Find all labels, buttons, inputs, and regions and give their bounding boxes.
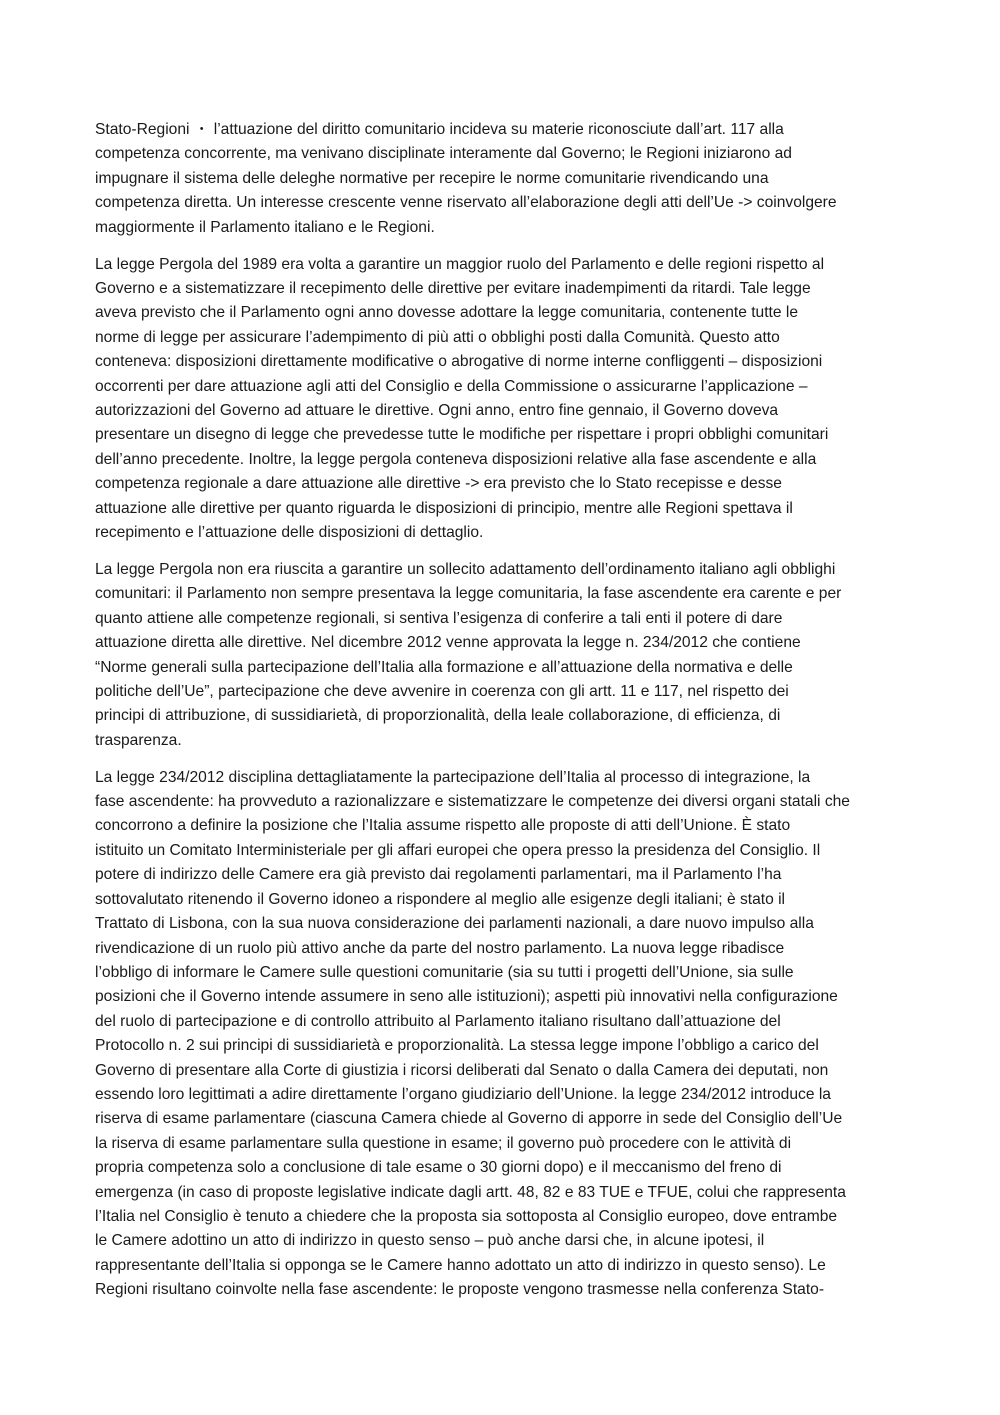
text-line: Protocollo n. 2 sui principi di sussidiarietà e proporzionalità. La stessa legge impone l’obbligo a carico del bbox=[95, 1037, 819, 1055]
text-line: posizioni che il Governo intende assumere in seno alle istituzioni); aspetti più innovativi nella configurazione bbox=[95, 988, 838, 1006]
text-line: l’obbligo di informare le Camere sulle questioni comunitarie (sia su tutti i progetti dell’Unione, sia sulle bbox=[95, 963, 794, 981]
paragraph bbox=[95, 558, 907, 753]
text-line: rappresentante dell’Italia si opponga se le Camere hanno adottato un atto di indirizzo in questo senso). Le bbox=[95, 1256, 826, 1274]
text-line: del ruolo di partecipazione e di controllo attribuito al Parlamento italiano risultano dall’attuazione del bbox=[95, 1012, 781, 1030]
text-line: propria competenza solo a conclusione di tale esame o 30 giorni dopo) e il meccanismo del freno di bbox=[95, 1159, 782, 1177]
text-line: politiche dell’Ue”, partecipazione che deve avvenire in coerenza con gli artt. 11 e 117, nel rispetto dei bbox=[95, 682, 789, 700]
text-line: autorizzazioni del Governo ad attuare le direttive. Ogni anno, entro fine gennaio, il Governo doveva bbox=[95, 401, 779, 419]
text-line: trasparenza. bbox=[95, 731, 182, 749]
text-line: potere di indirizzo delle Camere era già previsto dai regolamenti parlamentari, ma il Parlamento l’ha bbox=[95, 866, 782, 884]
paragraph bbox=[95, 766, 907, 1303]
text-line: competenza concorrente, ma venivano disciplinate interamente dal Governo; le Regioni iniziarono ad bbox=[95, 145, 792, 163]
text-line: principi di attribuzione, di sussidiarietà, di proporzionalità, della leale collaborazione, di efficienza, di bbox=[95, 707, 781, 725]
text-line: La legge 234/2012 disciplina dettagliatamente la partecipazione dell’Italia al processo di integrazione, la bbox=[95, 768, 811, 786]
text-line: attuazione diretta alle direttive. Nel dicembre 2012 venne approvata la legge n. 234/2012 che contiene bbox=[95, 634, 801, 652]
text-line: Governo di presentare alla Corte di giustizia i ricorsi deliberati dal Senato o dalla Camera dei deputati, non bbox=[95, 1061, 829, 1079]
text-line: occorrenti per dare attuazione agli atti del Consiglio e della Commissione o assicurarne l’applicazione – bbox=[95, 377, 808, 395]
text-line: comunitari: il Parlamento non sempre presentava la legge comunitaria, la fase ascendente era carente e per bbox=[95, 585, 842, 603]
text-line: norme di legge per assicurare l’adempimento di più atti o obblighi posti dalla Comunità. Questo atto bbox=[95, 328, 780, 346]
text-line: “Norme generali sulla partecipazione dell’Italia alla formazione e all’attuazione della normativa e delle bbox=[95, 658, 793, 676]
text-line: sottovalutato ritenendo il Governo idoneo a rispondere al meglio alle esigenze degli italiani; è stato il bbox=[95, 890, 786, 908]
text-line: dell’anno precedente. Inoltre, la legge pergola conteneva disposizioni relative alla fase ascendente e alla bbox=[95, 450, 817, 468]
text-line: la riserva di esame parlamentare sulla questione in esame; il governo può procedere con le attività di bbox=[95, 1134, 792, 1152]
text-line: impugnare il sistema delle deleghe normative per recepire le norme comunitarie rivendicando una bbox=[95, 169, 769, 187]
text-line: conteneva: disposizioni direttamente modificative o abrogative di norme interne confliggenti – disposizioni bbox=[95, 353, 823, 371]
text-line: Governo e a sistematizzare il recepimento delle direttive per evitare inadempimenti da ritardi. Tale legge bbox=[95, 279, 811, 297]
text-line: rivendicazione di un ruolo più attivo anche da parte del nostro parlamento. La nuova legge ribadisce bbox=[95, 939, 785, 957]
text-line: aveva previsto che il Parlamento ogni anno dovesse adottare la legge comunitaria, contenente tutte le bbox=[95, 304, 799, 322]
text-line: istituito un Comitato Interministeriale per gli affari europei che opera presso la presidenza del Consiglio. Il bbox=[95, 841, 821, 859]
text-line: recepimento e l’attuazione delle disposizioni di dettaglio. bbox=[95, 524, 484, 541]
text-line: La legge Pergola non era riuscita a garantire un sollecito adattamento dell’ordinamento italiano agli obblighi bbox=[95, 560, 836, 578]
text-line: competenza regionale a dare attuazione alle direttive -> era previsto che lo Stato recepisse e desse bbox=[95, 475, 782, 493]
paragraph bbox=[95, 253, 907, 546]
text-line: Trattato di Lisbona, con la sua nuova considerazione dei parlamenti nazionali, a dare nuovo impulso alla bbox=[95, 915, 814, 933]
text-line: Regioni risultano coinvolte nella fase ascendente: le proposte vengono trasmesse nella conferenza Stato- bbox=[95, 1281, 825, 1299]
text-line: emergenza (in caso di proposte legislative indicate dagli artt. 48, 82 e 83 TUE e TFUE, colui che rappresenta bbox=[95, 1183, 846, 1201]
paragraph bbox=[95, 118, 907, 240]
text-line: presentare un disegno di legge che prevedesse tutte le modifiche per rispettare i propri obblighi comunitari bbox=[95, 426, 829, 444]
text-line: essendo loro legittimati a adire direttamente l’organo giudiziario dell’Unione. la legge 234/2012 introduce la bbox=[95, 1085, 831, 1103]
text-line: concorrono a definire la posizione che l’Italia assume rispetto alle proposte di atti dell’Unione. È stato bbox=[95, 817, 791, 835]
text-line: attuazione alle direttive per quanto riguarda le disposizioni di principio, mentre alle Regioni spettava il bbox=[95, 499, 793, 517]
text-line: riserva di esame parlamentare (ciascuna Camera chiede al Governo di apporre in sede del Consiglio dell’Ue bbox=[95, 1110, 843, 1128]
text-line: le Camere adottino un atto di indirizzo in questo senso – può anche darsi che, in alcune ipotesi, il bbox=[95, 1232, 765, 1250]
text-line: La legge Pergola del 1989 era volta a garantire un maggior ruolo del Parlamento e delle regioni rispetto al bbox=[95, 255, 825, 273]
text-line: Stato-Regioni ・ l’attuazione del diritto comunitario incideva su materie riconosciute dall’art. 117 alla bbox=[95, 121, 784, 138]
text-line: quanto attiene alle competenze regionali, si sentiva l’esigenza di conferire a tali enti il potere di dare bbox=[95, 609, 783, 627]
document-body bbox=[95, 118, 907, 1315]
text-line: competenza diretta. Un interesse crescente venne riservato all’elaborazione degli atti dell’Ue -> coinvolgere bbox=[95, 194, 837, 212]
text-line: fase ascendente: ha provveduto a razionalizzare e sistematizzare le competenze dei diversi organi statali che bbox=[95, 793, 850, 811]
text-line: maggiormente il Parlamento italiano e le Regioni. bbox=[95, 218, 435, 236]
text-line: l’Italia nel Consiglio è tenuto a chiedere che la proposta sia sottoposta al Consiglio europeo, dove entrambe bbox=[95, 1207, 838, 1225]
